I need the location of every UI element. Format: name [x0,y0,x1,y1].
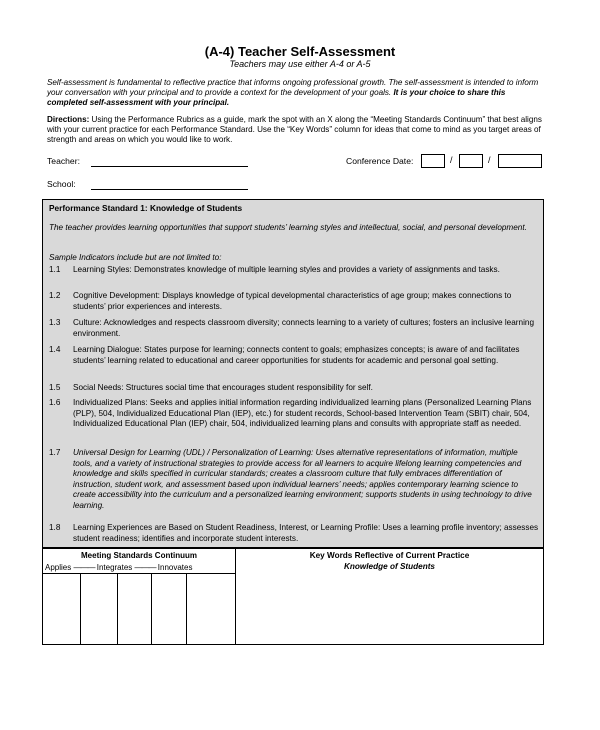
scale-dash: ——— [134,563,156,572]
indicator-item [49,383,539,394]
performance-standard-panel [42,199,544,548]
indicator-number: 1.3 [49,318,61,327]
indicator-item [49,523,539,544]
indicator-text: Learning Styles: Demonstrates knowledge of multiple learning styles and provides a variety of assignments and tasks. [73,265,500,274]
indicator-number: 1.6 [49,398,61,407]
directions-paragraph [47,115,547,145]
indicator-text: Culture: Acknowledges and respects classroom diversity; connects learning to a variety of cultures; fosters an inclusive learning environment. [73,318,534,338]
document-subtitle: Teachers may use either A-4 or A-5 [229,59,371,69]
indicator-item [49,345,539,366]
document-title: (A-4) Teacher Self-Assessment [204,44,396,59]
conference-day-field[interactable] [459,154,483,168]
school-label: School: [47,179,76,189]
column-divider [117,573,118,644]
indicator-text: Learning Dialogue: States purpose for learning; connects content to goals; emphasizes concepts; is aware of and facilitates students’ learning related to educational and career opportunities for students for academic and personal goal setting. [73,345,520,365]
column-divider [151,573,152,644]
indicator-item [49,448,539,512]
intro-paragraph [47,78,547,108]
indicator-number: 1.1 [49,265,61,274]
indicator-item [49,291,539,312]
intro-text: Self-assessment is fundamental to reflective practice that informs ongoing professional growth. The self-assessment is intended to inform your conversation with your principal and to provide a context for the development of your goals. [47,78,539,97]
continuum-table [42,548,544,645]
sample-indicators-label: Sample Indicators include but are not limited to: [49,253,222,262]
indicator-text: Cognitive Development: Displays knowledge of typical developmental characteristics of age group; makes connections to students’ prior experiences and interests. [73,291,512,311]
standard-description: The teacher provides learning opportunities that support students’ learning styles and intellectual, social, and personal development. [49,223,527,232]
conference-year-field[interactable] [498,154,542,168]
conference-date-label: Conference Date: [346,156,414,166]
date-separator: / [488,155,491,165]
directions-text: Using the Performance Rubrics as a guide, mark the spot with an X along the “Meeting Standards Continuum” that best aligns with your current practice for each Performance Standard. Use the “Key Words” column for ideas that come to mind as you target areas of strength and areas on which you would like to work. [47,115,542,144]
indicator-text: Individualized Plans: Seeks and applies initial information regarding individualized learning plans (Personalized Learning Plans (PLP), 504, Individualized Educational Plan (IEP), etc.) for student records, School-based Intervention Team (SBIT) chair, 504, Individualized Educational Plan (IEP) chair, 504, individualized learning plans and consults with appropriate staff as needed. [73,398,532,429]
indicator-item [49,265,539,276]
conference-month-field[interactable] [421,154,445,168]
indicator-number: 1.4 [49,345,61,354]
indicator-number: 1.7 [49,448,61,457]
indicator-text: Social Needs: Structures social time that encourages student responsibility for self. [73,383,373,392]
indicator-number: 1.2 [49,291,61,300]
indicator-number: 1.8 [49,523,61,532]
indicator-text: Universal Design for Learning (UDL) / Personalization of Learning: Uses alternative representations of information, multiple tools, and a variety of instructional strategies to provide access for all learners to acquire lifelong learning competencies and knowledge and skills specified in curricular standards; creates a classroom culture that fully embraces differentiation of instruction, student work, and assessment based upon individual learners’ needs; applies contemporary learning science to create accessibility into the curriculum and a personalized learning environment; supports students in using technology to drive learning. [73,448,532,510]
indicator-item [49,398,539,430]
indicator-item [49,318,539,339]
scale-integrates: Integrates [96,563,133,572]
continuum-cells [43,573,235,644]
indicator-text: Learning Experiences are Based on Student Readiness, Interest, or Learning Profile: Uses a learning profile inventory; assesses student readiness; identifies and incorporate student interests. [73,523,539,543]
continuum-scale [45,563,192,572]
directions-label: Directions: [47,115,90,124]
key-words-subheader: Knowledge of Students [344,562,435,571]
column-divider [80,573,81,644]
continuum-header: Meeting Standards Continuum [81,551,197,560]
standard-title: Performance Standard 1: Knowledge of Students [49,203,243,213]
key-words-header: Key Words Reflective of Current Practice [309,551,470,560]
scale-applies: Applies [45,563,72,572]
scale-dash: ——— [73,563,95,572]
date-separator: / [450,155,453,165]
indicator-number: 1.5 [49,383,61,392]
scale-innovates: Innovates [157,563,193,572]
school-field[interactable] [91,189,248,190]
column-divider [186,573,187,644]
teacher-label: Teacher: [47,156,80,166]
teacher-field[interactable] [91,166,248,167]
intro-bold-text: It is your choice to share this completed self-assessment with your principal. [47,88,506,107]
